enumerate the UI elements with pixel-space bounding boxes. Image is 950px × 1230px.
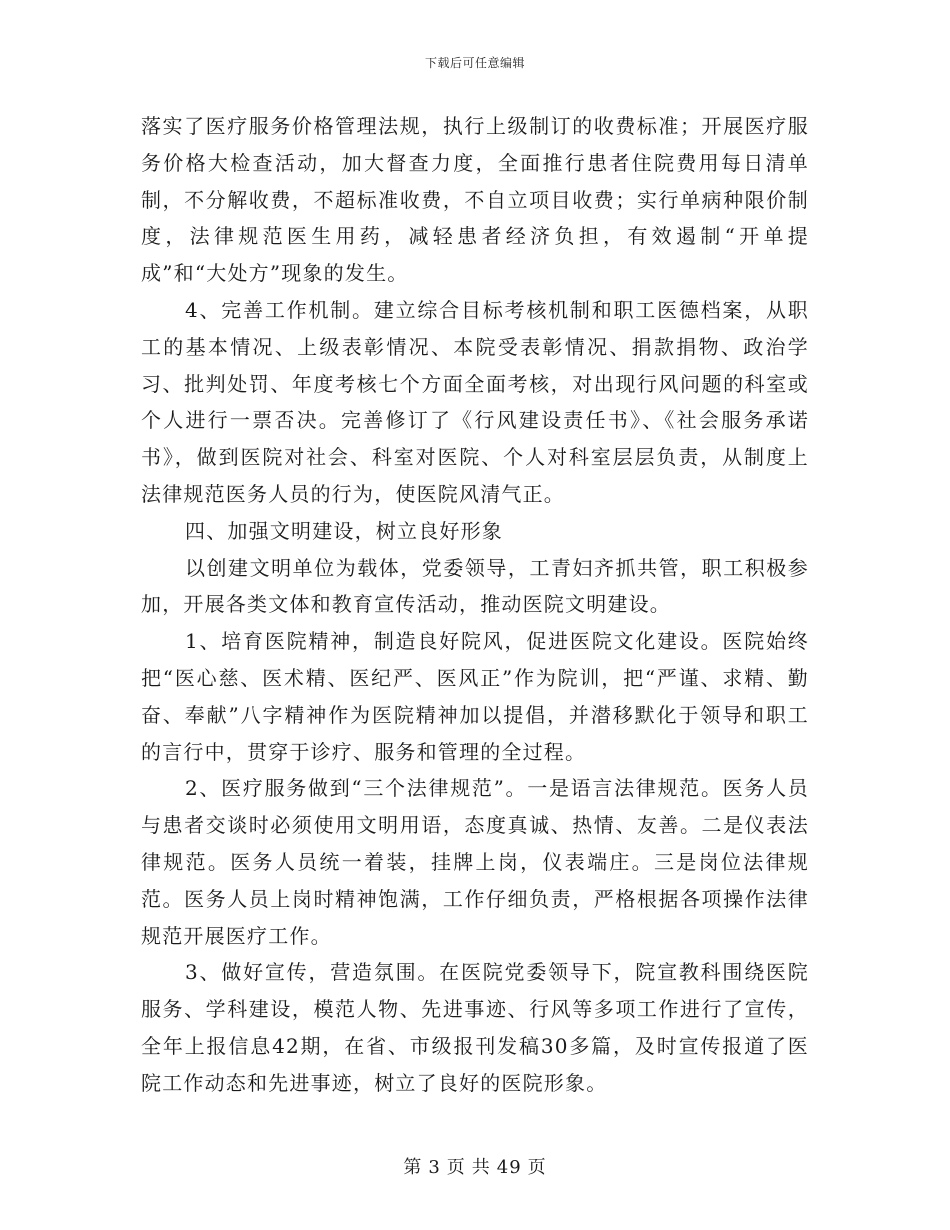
- footer-prefix: 第: [403, 1157, 423, 1178]
- footer-total-pages: 49: [496, 1157, 522, 1178]
- paragraph-publicity: 3、做好宣传，营造氛围。在医院党委领导下，院宣教科围绕医院服务、学科建设，模范人物、先进事迹、行风等多项工作进行了宣传，全年上报信息42期，在省、市级报刊发稿30多篇，及时宣传报道了医院工作动态和先进事迹，树立了良好的医院形象。: [141, 960, 809, 1095]
- paragraph-civilization-intro: 以创建文明单位为载体，党委领导，工青妇齐抓共管，职工积极参加，开展各类文体和教育宣传活动，推动医院文明建设。: [141, 555, 809, 617]
- footer-suffix: 页: [527, 1157, 547, 1178]
- paragraph-hospital-spirit: 1、培育医院精神，制造良好院风，促进医院文化建设。医院始终把“医心慈、医术精、医纪严、医风正”作为院训，把“严谨、求精、勤奋、奉献”八字精神作为医院精神加以提倡，并潜移默化于领导和职工的言行中，贯穿于诊疗、服务和管理的全过程。: [141, 629, 809, 764]
- page-footer: [0, 1153, 950, 1179]
- footer-page-number: 3: [428, 1157, 441, 1178]
- document-body: [141, 108, 809, 1102]
- paragraph-work-mechanism: 4、完善工作机制。建立综合目标考核机制和职工医德档案，从职工的基本情况、上级表彰情况、本院受表彰情况、捐款捐物、政治学习、批判处罚、年度考核七个方面全面考核，对出现行风问题的科室或个人进行一票否决。完善修订了《行风建设责任书》、《社会服务承诺书》，做到医院对社会、科室对医院、个人对科室层层负责，从制度上法律规范医务人员的行为，使医院风清气正。: [141, 297, 809, 506]
- footer-page-label: 页: [446, 1157, 466, 1178]
- paragraph-pricing: 落实了医疗服务价格管理法规，执行上级制订的收费标准；开展医疗服务价格大检查活动，加大督查力度，全面推行患者住院费用每日清单制，不分解收费，不超标准收费，不自立项目收费；实行单病种限价制度，法律规范医生用药，减轻患者经济负担，有效遏制“开单提成”和“大处方”现象的发生。: [141, 114, 809, 286]
- paragraph-three-norms: 2、医疗服务做到“三个法律规范”。一是语言法律规范。医务人员与患者交谈时必须使用文明用语，态度真诚、热情、友善。二是仪表法律规范。医务人员统一着装，挂牌上岗，仪表端庄。三是岗位法律规范。医务人员上岗时精神饱满，工作仔细负责，严格根据各项操作法律规范开展医疗工作。: [141, 776, 809, 948]
- page-header: 下载后可任意编辑: [424, 56, 525, 70]
- section-heading-civilization: 四、加强文明建设，树立良好形象: [185, 518, 503, 543]
- footer-total-label: 共: [471, 1157, 491, 1178]
